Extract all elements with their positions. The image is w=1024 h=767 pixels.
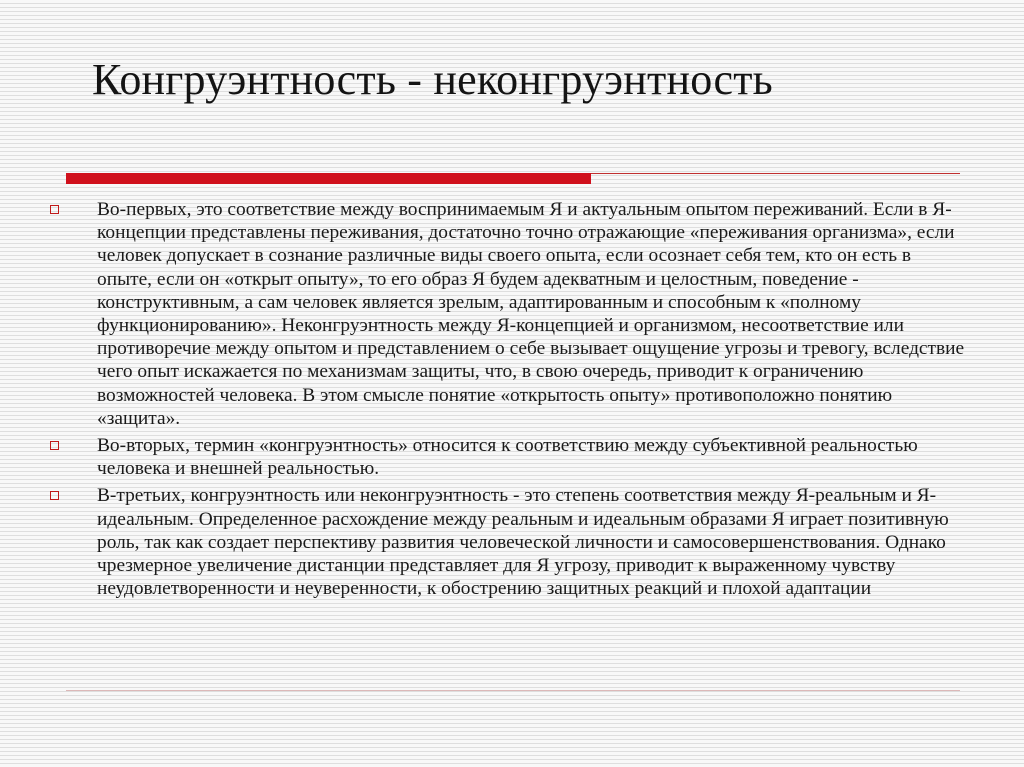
footer-divider xyxy=(66,690,960,691)
bullet-item xyxy=(46,484,966,600)
hollow-square-icon xyxy=(50,491,59,500)
bullet-list xyxy=(46,198,966,604)
bullet-item xyxy=(46,434,966,480)
bullet-text: Во-первых, это соответствие между воспринимаемым Я и актуальным опытом переживаний. Если в Я-концепции представлены переживания, достаточно точно отражающие «переживания организма», если человек допускает в сознание различные виды своего опыта, если осознает себя тем, кто он есть в опыте, если он «открыт опыту», то его образ Я будем адекватным и целостным, поведение - конструктивным, а сам человек является зрелым, адаптированным и способным к «полному функционированию». Неконгруэнтность между Я-концепцией и организмом, несоответствие или противоречие между опытом и представлением о себе вызывает ощущение угрозы и тревогу, вследствие чего опыт искажается по механизмам защиты, что, в свою очередь, приводит к ограничению возможностей человека. В этом смысле понятие «открытость опыту» противоположно понятию «защита». xyxy=(97,199,965,429)
hollow-square-icon xyxy=(50,441,59,450)
hollow-square-icon xyxy=(50,205,59,214)
bullet-text: Во-вторых, термин «конгруэнтность» относится к соответствию между субъективной реальностью человека и внешней реальностью. xyxy=(97,435,918,480)
bullet-text: В-третьих, конгруэнтность или неконгруэнтность - это степень соответствия между Я-реальным и Я-идеальным. Определенное расхождение между реальным и идеальным образами Я играет позитивную роль, так как создает перспективу развития человеческой личности и самосовершенствования. Однако чрезмерное увеличение дистанции представляет для Я угрозу, приводит к выраженному чувству неудовлетворенности и неуверенности, к обострению защитных реакций и плохой адаптации xyxy=(97,485,949,600)
title-underline-thick xyxy=(66,173,591,184)
bullet-item xyxy=(46,198,966,430)
slide-title: Конгруэнтность - неконгруэнтность xyxy=(92,55,773,104)
title-underline-thin xyxy=(591,173,960,174)
